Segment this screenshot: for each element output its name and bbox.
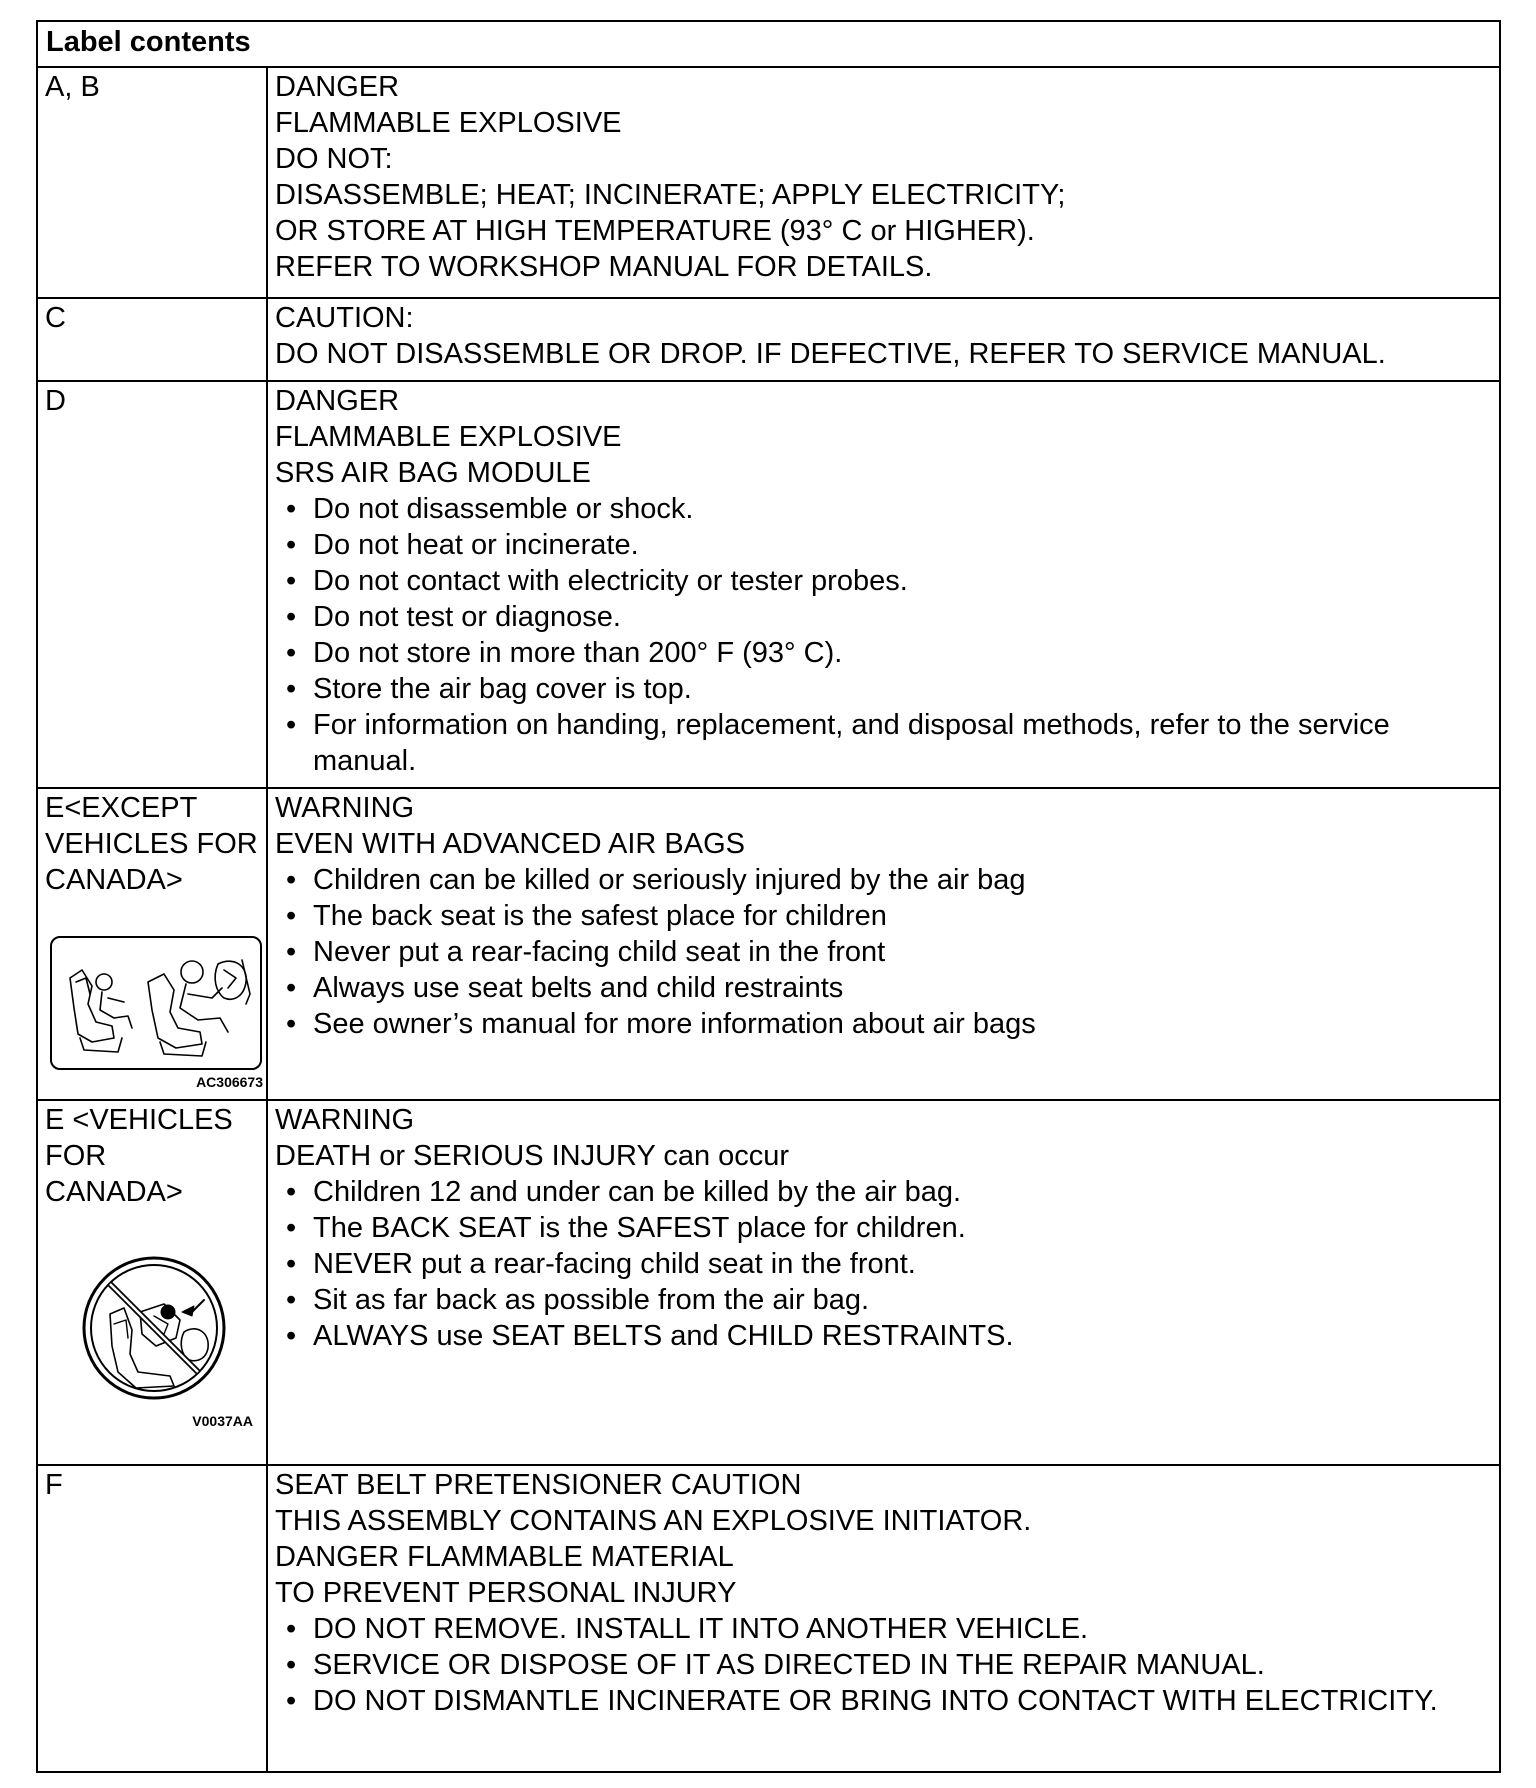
- content-line: WARNING: [275, 792, 415, 824]
- label-id-line: CANADA>: [45, 864, 183, 896]
- bullet-item: • Never put a rear-facing child seat in the front: [275, 934, 1492, 970]
- content-line: OR STORE AT HIGH TEMPERATURE (93° C or HIGHER).: [275, 215, 1035, 247]
- label-contents-cell: [267, 298, 1500, 381]
- bullet-item: • The BACK SEAT is the SAFEST place for children.: [275, 1210, 1492, 1246]
- bullet-item: • SERVICE OR DISPOSE OF IT AS DIRECTED IN THE REPAIR MANUAL.: [275, 1647, 1492, 1683]
- bullet-item: • The back seat is the safest place for children: [275, 898, 1492, 934]
- label-id-cell: [37, 788, 267, 1100]
- content-line: DEATH or SERIOUS INJURY can occur: [275, 1140, 790, 1172]
- bullet-item: • DO NOT DISMANTLE INCINERATE OR BRING INTO CONTACT WITH ELECTRICITY.: [275, 1683, 1492, 1719]
- content-line: THIS ASSEMBLY CONTAINS AN EXPLOSIVE INITIATOR.: [275, 1505, 1032, 1537]
- label-id-cell: [37, 1465, 267, 1772]
- bullet-item: • Do not contact with electricity or tester probes.: [275, 563, 1492, 599]
- bullet-item: • Children 12 and under can be killed by the air bag.: [275, 1174, 1492, 1210]
- content-line: REFER TO WORKSHOP MANUAL FOR DETAILS.: [275, 251, 933, 283]
- content-line: WARNING: [275, 1104, 415, 1136]
- content-line: EVEN WITH ADVANCED AIR BAGS: [275, 828, 746, 860]
- figure-code: V0037AA: [192, 1413, 253, 1429]
- bullet-list: [275, 862, 1492, 1042]
- bullet-item: • Sit as far back as possible from the air bag.: [275, 1282, 1492, 1318]
- no-rear-facing-child-seat-icon: [80, 1254, 228, 1402]
- label-id: A, B: [45, 71, 100, 103]
- label-figure: [45, 1254, 263, 1429]
- bullet-item: • NEVER put a rear-facing child seat in the front.: [275, 1246, 1492, 1282]
- label-id: D: [45, 385, 66, 417]
- bullet-list: [275, 1611, 1492, 1719]
- label-id-cell: [37, 381, 267, 788]
- bullet-item: • Children can be killed or seriously injured by the air bag: [275, 862, 1492, 898]
- seated-occupants-airbag-icon: [50, 936, 262, 1070]
- content-line: SRS AIR BAG MODULE: [275, 457, 591, 489]
- bullet-item: • Do not test or diagnose.: [275, 599, 1492, 635]
- figure-code: AC306673: [196, 1074, 263, 1090]
- label-id-cell: [37, 1100, 267, 1465]
- bullet-item: • See owner’s manual for more information about air bags: [275, 1006, 1492, 1042]
- table-row: [37, 298, 1500, 381]
- label-figure: [45, 936, 263, 1090]
- bullet-item: • ALWAYS use SEAT BELTS and CHILD RESTRAINTS.: [275, 1318, 1492, 1354]
- bullet-item: • Do not store in more than 200° F (93° C).: [275, 635, 1492, 671]
- content-line: CAUTION:: [275, 302, 414, 334]
- content-line: SEAT BELT PRETENSIONER CAUTION: [275, 1469, 802, 1501]
- content-line: DO NOT DISASSEMBLE OR DROP. IF DEFECTIVE, REFER TO SERVICE MANUAL.: [275, 338, 1386, 370]
- bullet-item: • Do not disassemble or shock.: [275, 491, 1492, 527]
- label-id: C: [45, 302, 66, 334]
- table-row: [37, 67, 1500, 298]
- bullet-item: • For information on handing, replacement, and disposal methods, refer to the service manual.: [275, 707, 1492, 779]
- label-id-line: CANADA>: [45, 1176, 183, 1208]
- label-id-cell: [37, 67, 267, 298]
- content-line: FLAMMABLE EXPLOSIVE: [275, 107, 622, 139]
- content-line: TO PREVENT PERSONAL INJURY: [275, 1577, 737, 1609]
- label-contents-cell: [267, 67, 1500, 298]
- label-id-line: E<EXCEPT: [45, 792, 198, 824]
- label-id-cell: [37, 298, 267, 381]
- content-line: DISASSEMBLE; HEAT; INCINERATE; APPLY ELECTRICITY;: [275, 179, 1066, 211]
- label-contents-cell: [267, 1100, 1500, 1465]
- label-id-line: FOR: [45, 1140, 107, 1172]
- content-line: DANGER: [275, 71, 400, 103]
- bullet-list: [275, 491, 1492, 779]
- content-line: FLAMMABLE EXPLOSIVE: [275, 421, 622, 453]
- bullet-item: • Do not heat or incinerate.: [275, 527, 1492, 563]
- label-id: F: [45, 1469, 63, 1501]
- table-row: [37, 381, 1500, 788]
- bullet-item: • Store the air bag cover is top.: [275, 671, 1492, 707]
- label-contents-cell: [267, 788, 1500, 1100]
- table-row: [37, 788, 1500, 1100]
- content-line: DANGER FLAMMABLE MATERIAL: [275, 1541, 734, 1573]
- bullet-list: [275, 1174, 1492, 1354]
- bullet-item: • DO NOT REMOVE. INSTALL IT INTO ANOTHER VEHICLE.: [275, 1611, 1492, 1647]
- table-header-row: [37, 21, 1500, 67]
- content-line: DANGER: [275, 385, 400, 417]
- label-contents-cell: [267, 381, 1500, 788]
- content-line: DO NOT:: [275, 143, 393, 175]
- label-contents-cell: [267, 1465, 1500, 1772]
- table-row: [37, 1100, 1500, 1465]
- label-id-line: E <VEHICLES: [45, 1104, 233, 1136]
- table-header: Label contents: [37, 21, 1500, 67]
- label-id-line: VEHICLES FOR: [45, 828, 258, 860]
- table-row: [37, 1465, 1500, 1772]
- bullet-item: • Always use seat belts and child restraints: [275, 970, 1492, 1006]
- label-contents-table: [36, 20, 1501, 1773]
